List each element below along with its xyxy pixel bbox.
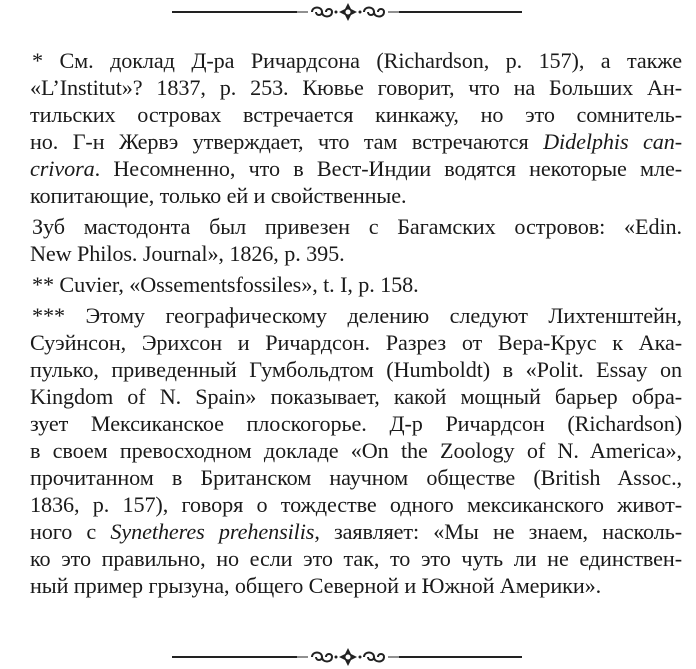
- italic-term: crivora: [30, 156, 95, 181]
- text-line: [30, 437, 682, 464]
- text-line: [30, 182, 682, 209]
- text-run: в своем превосходном докладе «On the Zoology of N. America»,: [30, 438, 682, 463]
- top-ornament: [0, 0, 696, 24]
- text-line: [30, 302, 682, 329]
- text-run: Суэйнсон, Эрихсон и Ричардсон. Разрез от Вера-Крус к Ака-: [30, 330, 682, 355]
- text-line: [30, 410, 682, 437]
- text-run: *** Этому географическому делению следуют Лихтенштейн,: [32, 303, 682, 328]
- text-line: [30, 545, 682, 572]
- text-run: зует Мексиканское плоскогорье. Д-р Ричардсон (Richardson): [30, 411, 682, 436]
- text-line: [30, 240, 682, 267]
- footnote-paragraph: [30, 47, 682, 209]
- text-line: [30, 155, 682, 182]
- text-run: . Несомненно, что в Вест-Индии водятся некоторые мле-: [94, 156, 682, 181]
- text-line: [30, 101, 682, 128]
- text-run: ный пример грызуна, общего Северной и Южной Америки».: [30, 573, 602, 598]
- text-run: пулько, приведенный Гумбольдтом (Humboldt) в «Polit. Essay on: [30, 357, 682, 382]
- text-run: Kingdom of N. Spain» показывает, какой мощный барьер обра-: [30, 384, 682, 409]
- text-run: New Philos. Journal», 1826, p. 395.: [30, 241, 345, 266]
- footnote-paragraph: [30, 271, 682, 298]
- text-run: тильских островах встречается кинкажу, но это сомнитель-: [30, 102, 682, 127]
- text-run: ко это правильно, но если это так, то это чуть ли не единствен-: [30, 546, 682, 571]
- italic-term: Didelphis can-: [543, 129, 682, 154]
- ornament-divider-icon: [0, 0, 696, 24]
- text-line: [30, 356, 682, 383]
- text-run: Зуб мастодонта был привезен с Багамских островов: «Edin.: [32, 214, 682, 239]
- text-run: но. Г-н Жервэ утверждает, что там встречаются: [30, 129, 544, 154]
- text-line: [30, 47, 682, 74]
- text-line: [30, 329, 682, 356]
- text-line: [30, 128, 682, 155]
- ornament-divider-icon: [0, 645, 696, 669]
- text-line: [30, 464, 682, 491]
- text-line: [30, 74, 682, 101]
- footnote-paragraph: [30, 302, 682, 599]
- text-run: * См. доклад Д-ра Ричардсона (Richardson, p. 157), а также: [32, 48, 682, 73]
- text-run: прочитанном в Британском научном обществе (British Assoc.,: [30, 465, 682, 490]
- text-line: [30, 518, 682, 545]
- footnote-paragraph: [30, 213, 682, 267]
- text-run: ** Cuvier, «Ossementsfossiles», t. I, p. 158.: [32, 272, 419, 297]
- text-line: [30, 271, 682, 298]
- text-run: 1836, p. 157), говоря о тождестве одного мексиканского живот-: [30, 492, 682, 517]
- text-run: ного с: [30, 519, 111, 544]
- text-line: [30, 491, 682, 518]
- text-run: , заявляет: «Мы не знаем, насколь-: [314, 519, 683, 544]
- text-line: [30, 383, 682, 410]
- bottom-ornament: [0, 645, 696, 669]
- text-run: копитающие, только ей и свойственные.: [30, 183, 407, 208]
- italic-term: Synetheres prehensilis: [110, 519, 315, 544]
- footnotes-text: [30, 47, 682, 603]
- text-run: «L’Institut»? 1837, p. 253. Кювье говорит, что на Больших Ан-: [30, 75, 682, 100]
- text-line: [30, 572, 682, 599]
- text-line: [30, 213, 682, 240]
